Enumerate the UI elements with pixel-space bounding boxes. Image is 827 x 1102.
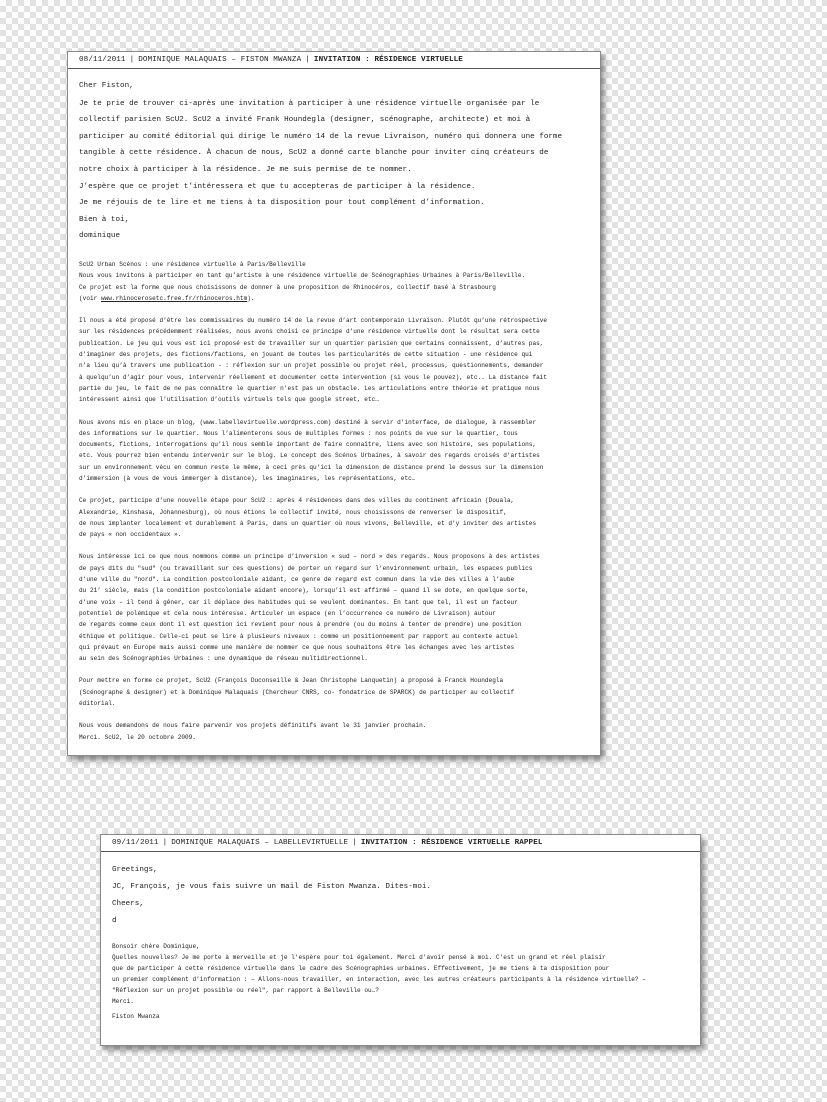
text-line: Nous intéresse ici ce que nous nommons comme un principe d’inversion « sud – nord » des regards. Nous proposons à des artistes [79, 553, 540, 561]
header-title: INVITATION : RÉSIDENCE VIRTUELLE [313, 56, 463, 64]
letter-line: JC, François, je vous fais suivre un mail de Fiston Mwanza. Dites-moi. [112, 883, 431, 891]
text-line: d’imaginer des projets, des fictions/factions, en jouant de toutes les particularités de cette situation - une résidence qui [79, 351, 533, 359]
letter-signature: d [112, 917, 117, 925]
header-separator: | [305, 56, 310, 64]
text-line: Quelles nouvelles? Je me porte à merveille et je l’espère pour toi également. Merci d’avoir pensé à moi. C’est un grand et réel plaisir [112, 953, 606, 961]
text-line: d’une ville du "nord". La condition postcoloniale aidant, ce genre de regard est commun dans la vie des villes à l’aube [79, 576, 515, 584]
header-authors: DOMINIQUE MALAQUAIS – FISTON MWANZA [138, 56, 302, 64]
text-line: du 21’ siècle, mais (la condition postcoloniale aidant encore), lorsqu’il est affirmé – quand il se dote, en quelque sorte, [79, 587, 529, 595]
document-page-reminder [100, 834, 701, 1046]
header-separator: | [129, 56, 135, 64]
header-separator: | [352, 839, 357, 847]
text-line: Nous vous invitons à participer en tant qu’artiste à une résidence virtuelle de Scénographies Urbaines à Paris/Belleville. [79, 272, 526, 280]
text-line: intéressent ainsi que l’utilisation d’outils virtuels tels que google street, etc… [79, 396, 379, 404]
letter-line: notre choix à participer à la résidence. Je me suis permise de te nommer. [79, 165, 412, 174]
text-line: (Scénographe & designer) et à Dominique Malaquais (Chercheur CNRS, co- fondatrice de SPARCK) de participer au collectif [79, 688, 515, 696]
header-authors: DOMINIQUE MALAQUAIS – LABELLEVIRTUELLE [171, 839, 349, 847]
text-line: à quelqu’un d’agir pour vous, intervenir réellement et documenter cette intervention (si vous le pouvez), etc.. La distance fait [79, 373, 548, 381]
text-line: sur les résidences précédemment réalisées, nous avons choisi ce principe d’une résidence virtuelle dont le résultat sera cette [79, 328, 540, 336]
text-line: Merci. [112, 997, 134, 1005]
text-line: Nous vous demandons de nous faire parvenir vos projets définitifs avant le 31 janvier prochain. [79, 722, 427, 730]
page-header [68, 52, 600, 69]
letter-body [112, 862, 689, 930]
header-date: 09/11/2011 [112, 839, 159, 847]
text-line: que de participer à cette résidence virtuelle dans le cadre des Scénographies urbaines. Effectivement, je me tiens à ta disposition pour [112, 964, 610, 972]
text-line: "Réflexion sur un projet possible ou réel", par rapport à Belleville ou…? [112, 986, 379, 994]
letter-line: J’espère que ce projet t’intéressera et que tu accepteras de participer à la résidence. [79, 182, 476, 191]
letter-line: collectif parisien ScU2. ScU2 a invité Frank Houndegla (designer, scénographe, architecte) et moi à [79, 116, 531, 125]
text-line: éthique et politique. Celle-ci peut se lire à plusieurs niveaux : comme un positionnement par rapport au contexte actuel [79, 632, 518, 640]
text-line: partie du jeu, le fait de ne pas connaître le quartier n’est pas un obstacle. Les articulations entre théorie et pratique nous [79, 384, 540, 392]
header-separator: | [162, 839, 168, 847]
letter-line: tangible à cette résidence. À chacun de nous, ScU2 a donné carte blanche pour inviter cinq créateurs de [79, 149, 549, 158]
text-line: potentiel de polémique et cela nous intéresse. Articuler un espace (en l’occurrence ce numéro de Livraison) autour [79, 609, 496, 617]
link-suffix: ). [247, 294, 255, 302]
text-line: au sein des Scénographies Urbaines : une dynamique de réseau multidirectionnel. [79, 655, 368, 663]
text-line: Bonsoir chère Dominique, [112, 943, 200, 950]
link-prefix: (voir [79, 294, 101, 302]
text-line: sur un environnement vécu en commun reste le même, à ceci près qu’ici la dimension de distance prend le dessus sur la dimension [79, 463, 544, 471]
letter-line: Cheers, [112, 900, 144, 908]
text-line: Alexandrie, Kinshasa, Johannesburg), où nous étions le collectif invité, nous choisissons de renverser le dispositif, [79, 508, 507, 516]
message-signature: Fiston Mwanza [112, 1013, 160, 1021]
text-line: éditorial. [79, 700, 116, 708]
invitation-title: ScU2 Urban Scénos : une résidence virtuelle à Paris/Belleville [79, 260, 306, 268]
document-page-invitation [67, 51, 601, 756]
text-line: publication. Le jeu qui vous est ici proposé est de travailler sur un quartier parisien que certains connaissent, d’autres pas, [79, 339, 544, 347]
text-line: Pour mettre en forme ce projet, ScU2 (François Duconseille & Jean Christophe Lanquetin) a proposé à Franck Houndegla [79, 677, 504, 685]
text-line: d’immersion (à vous de vous immerger à distance), les imaginaires, les représentations, etc… [79, 474, 416, 482]
text-line: etc. Vous pourrez bien entendu intervenir sur le blog. Le concept des Scénos Urbaines, à savoir des regards croisés d’artistes [79, 452, 540, 460]
rhinoceros-link[interactable]: www.rhinocerosetc.free.fr/rhinoceros.htm [100, 294, 248, 302]
header-date: 08/11/2011 [79, 56, 126, 64]
letter-line: Greetings, [112, 866, 158, 874]
text-line: de nous implanter localement et durablement à Paris, dans un quartier où nous vivons, Belleville, et d’y inviter des artistes [79, 519, 537, 527]
page-header [101, 835, 700, 852]
text-line [79, 293, 589, 304]
text-line: de regards comme ceux dont il est question ici revient pour nous à prendre (ou du moins à tenter de prendre) une position [79, 621, 522, 629]
text-line: Nous avons mis en place un blog, (www.labellevirtuelle.wordpress.com) destiné à servir d’interface, de dialogue, à rassembler [79, 418, 537, 426]
text-line: Ce projet, participe d’une nouvelle étape pour ScU2 : après 4 résidences dans des villes du continent africain (Douala, [79, 497, 515, 505]
text-line: un premier complément d’information : – Allons-nous travailler, en interaction, avec les autres créateurs participants à la résidence virtuelle? – [112, 975, 646, 983]
text-line: de pays dits du "sud" (ou travaillant sur ces questions) de porter un regard sur l’environnement urbain, les espaces publics [79, 564, 533, 572]
text-line: d’une voix – il tend à gêner, car il déplace des habitudes qui se veulent dominantes. En tant que tel, il est un facteur [79, 598, 518, 606]
text-line: Ce projet est la forme que nous choisissons de donner à une proposition de Rhinocéros, collectif basé à Strasbourg [79, 283, 496, 291]
letter-body [79, 78, 589, 245]
forwarded-invitation [79, 259, 589, 743]
header-title: INVITATION : RÉSIDENCE VIRTUELLE RAPPEL [360, 839, 543, 847]
letter-line: participer au comité éditorial qui dirige le numéro 14 de la revue Livraison, numéro qui donnera une forme [79, 132, 563, 141]
text-line: de pays « non occidentaux ». [79, 531, 182, 539]
letter-line: Je te prie de trouver ci-après une invitation à participer à une résidence virtuelle organisée par le [79, 99, 540, 108]
text-line: Il nous a été proposé d’être les commissaires du numéro 14 de la revue d’art contemporain Livraison. Plutôt qu’une rétrospective [79, 317, 548, 325]
letter-line: Bien à toi, [79, 215, 130, 224]
text-line: Merci. ScU2, le 20 octobre 2009. [79, 733, 197, 741]
text-line: des informations sur le quartier. Nous l’alimenterons sous de multiples formes : nos points de vue sur le quartier, tous [79, 429, 518, 437]
letter-signature: dominique [79, 232, 121, 241]
letter-line: Je me réjouis de te lire et me tiens à ta disposition pour tout complément d’information. [79, 199, 485, 208]
text-line: qui prévaut en Europe mais aussi comme une manière de nommer ce que nous souhaitons être les échanges avec les artistes [79, 643, 515, 651]
text-line: n’a lieu qu’à travers une publication - : réflexion sur un projet possible ou projet réel, processus, questionnements, demander [79, 362, 544, 370]
letter-line: Cher Fiston, [79, 82, 134, 90]
text-line: documents, fictions, interrogations qu’il nous semble important de faire connaître, liens avec son histoire, ses populations, [79, 441, 537, 449]
forwarded-message [112, 942, 689, 1023]
